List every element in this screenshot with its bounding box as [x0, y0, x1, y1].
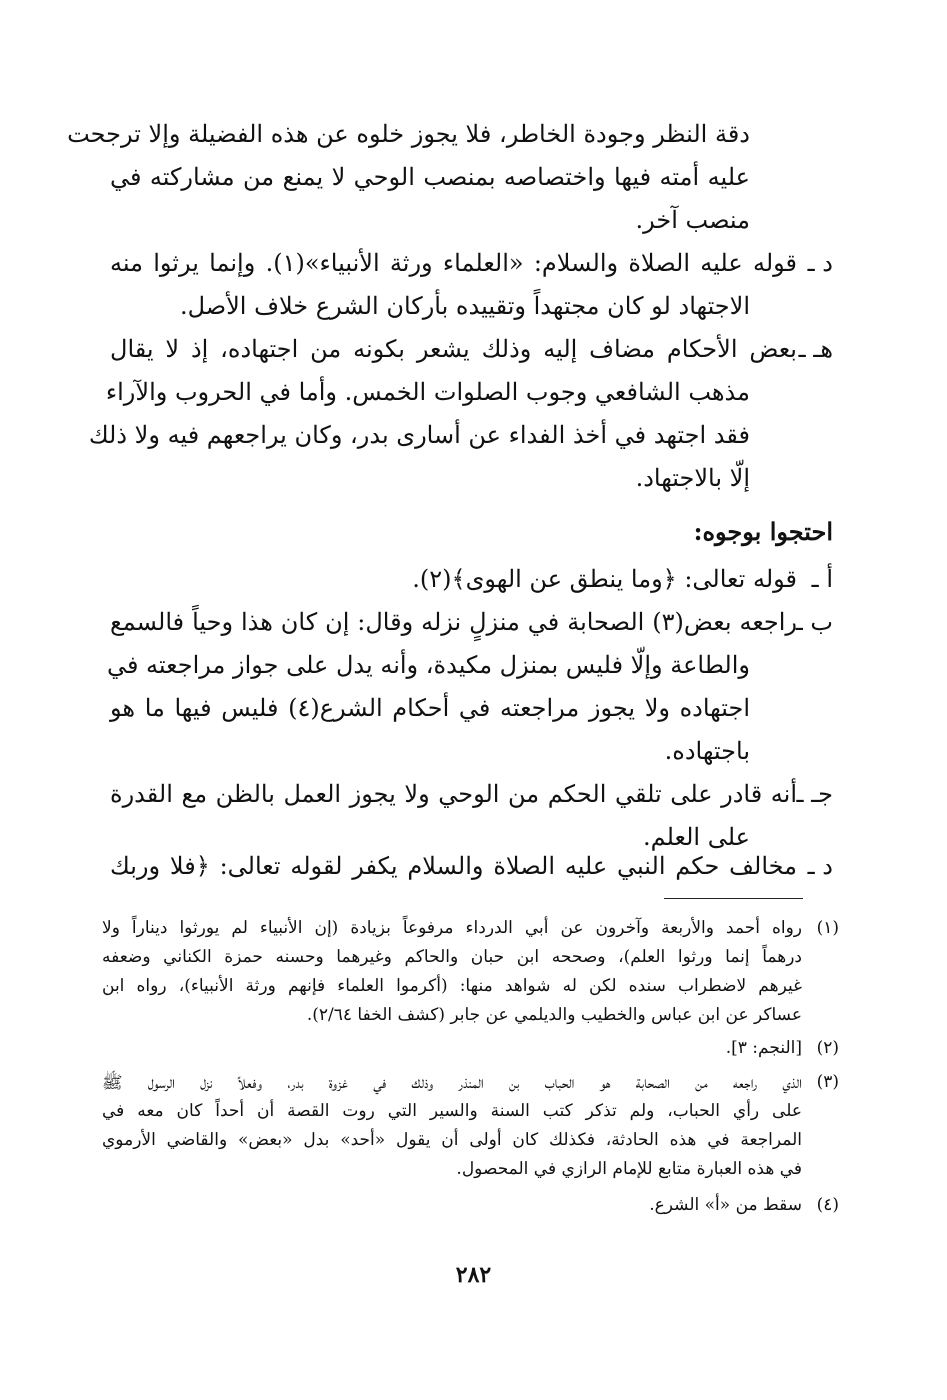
body-line: على العلم.: [642, 823, 750, 851]
body-line: قوله تعالى: ﴿وما ينطق عن الهوى﴾(٢).: [412, 565, 797, 593]
body-line: والطاعة وإلّا فليس بمنزل مكيدة، وأنه يدل على جواز مراجعته في: [106, 651, 750, 679]
body-line: راجعه بعض(٣) الصحابة في منزلٍ نزله وقال: إن كان هذا وحياً فالسمع: [110, 608, 797, 636]
footnote-line: الذي راجعه من الصحابة هو الحباب بن المنذر وذلك في غزوة بدر، وفعلاً نزل الرسول ﷺ: [102, 1073, 802, 1093]
footnote-line: سقط من «أ» الشرع.: [649, 1195, 802, 1215]
item-marker: جـ ـ: [796, 780, 833, 808]
body-line: إلّا بالاجتهاد.: [635, 464, 750, 492]
body-line: فقد اجتهد في أخذ الفداء عن أسارى بدر، وكان يراجعهم فيه ولا ذلك: [88, 421, 750, 449]
footnote-line: درهماً إنما ورثوا العلم)، وصححه ابن حبان والحاكم وغيرهما وحسنه حمزة الكناني وضعفه: [102, 947, 802, 967]
footnote-line: [النجم: ٣].: [725, 1038, 802, 1058]
page-number: ٢٨٢: [455, 1262, 492, 1288]
item-marker: أ ـ: [811, 565, 833, 593]
item-marker: هـ ـ: [798, 335, 833, 363]
footnote-line: المراجعة في هذه الحادثة، فكذلك كان أولى أن يقول «أحد» بدل «بعض» والقاضي الأرموي: [102, 1130, 802, 1150]
body-line: قوله عليه الصلاة والسلام: «العلماء ورثة الأنبياء»(١). وإنما يرثوا منه: [110, 249, 798, 277]
body-line: أنه قادر على تلقي الحكم من الوحي ولا يجوز العمل بالظن مع القدرة: [110, 780, 797, 808]
footnote-marker: (٢): [816, 1038, 839, 1058]
footnote-line: رواه أحمد والأربعة وآخرون عن أبي الدرداء مرفوعاً بزيادة (إن الأنبياء لم يورثوا ديناراً ولا: [102, 918, 802, 938]
body-line: دقة النظر وجودة الخاطر، فلا يجوز خلوه عن هذه الفضيلة وإلا ترجحت: [67, 120, 750, 148]
footnote-line: في هذه العبارة متابع للإمام الرازي في المحصول.: [456, 1159, 802, 1179]
body-line: مخالف حكم النبي عليه الصلاة والسلام يكفر لقوله تعالى: ﴿فلا وربك: [110, 852, 797, 880]
item-marker: د ـ: [807, 249, 833, 277]
footnote-separator: [664, 898, 803, 899]
body-line: باجتهاده.: [664, 737, 750, 765]
body-line: بعض الأحكام مضاف إليه وذلك يشعر بكونه من اجتهاده، إذ لا يقال: [110, 335, 797, 363]
item-marker: ب ـ: [795, 608, 833, 636]
item-marker: د ـ: [807, 852, 833, 880]
footnote-line: عساكر عن ابن عباس والخطيب والديلمي عن جابر (كشف الخفا ٢/٦٤).: [306, 1005, 802, 1025]
body-line: منصب آخر.: [635, 206, 750, 234]
section-heading: احتجوا بوجوه:: [693, 517, 833, 546]
body-line: مذهب الشافعي وجوب الصلوات الخمس. وأما في الحروب والآراء: [105, 378, 750, 406]
body-line: الاجتهاد لو كان مجتهداً وتقييده بأركان الشرع خلاف الأصل.: [179, 292, 750, 320]
footnote-line: غيرهم لاضطراب سنده لكن له شواهد منها: (أكرموا العلماء فإنهم ورثة الأنبياء)، رواه ابن: [102, 976, 802, 996]
footnote-marker: (٣): [816, 1072, 839, 1092]
footnote-marker: (٤): [816, 1195, 839, 1215]
footnote-line: على رأي الحباب، ولم تذكر كتب السنة والسير التي روت القصة أن أحداً كان معه في: [102, 1101, 802, 1121]
footnote-marker: (١): [816, 918, 839, 938]
body-line: عليه أمته فيها واختصاصه بمنصب الوحي لا يمنع من مشاركته في: [110, 163, 750, 191]
body-line: اجتهاده ولا يجوز مراجعته في أحكام الشرع(٤) فليس فيها ما هو: [110, 694, 750, 722]
